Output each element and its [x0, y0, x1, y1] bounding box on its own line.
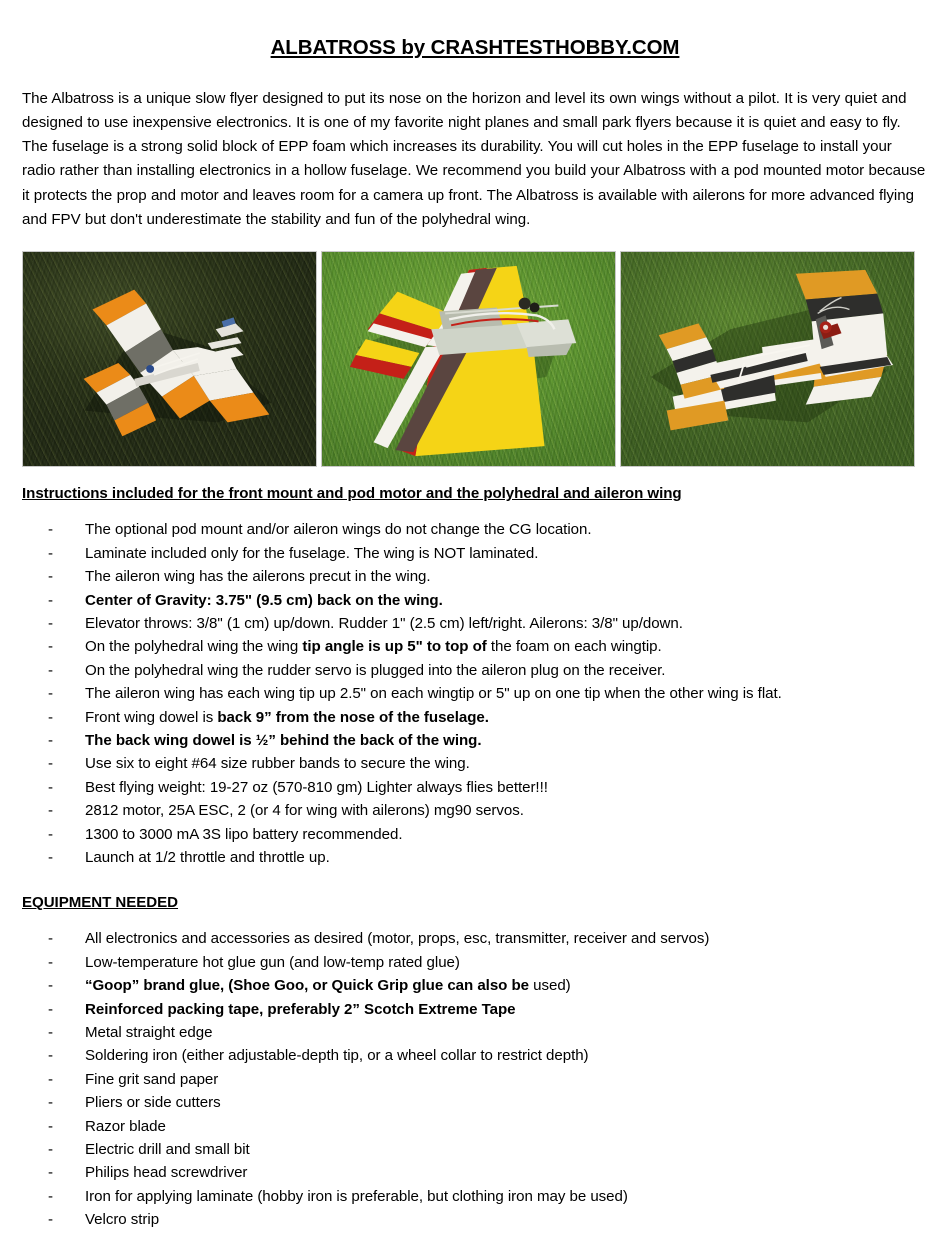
list-item-text-bold: Center of Gravity: 3.75" (9.5 cm) back on the wing.	[85, 591, 443, 609]
list-item-text: Pliers or side cutters	[85, 1094, 221, 1112]
list-item	[22, 951, 928, 974]
list-item-text: Electric drill and small bit	[85, 1141, 250, 1159]
airplane-illustration	[621, 252, 914, 466]
list-item	[22, 927, 928, 950]
list-item	[22, 1185, 928, 1208]
equipment-list	[22, 911, 928, 1231]
list-item-text: Philips head screwdriver	[85, 1164, 248, 1182]
list-item	[22, 1208, 928, 1231]
list-item-text: Laminate included only for the fuselage. The wing is NOT laminated.	[85, 544, 539, 562]
list-item-text-bold: The back wing dowel is ½” behind the back of the wing.	[85, 731, 482, 749]
list-item-text: All electronics and accessories as desired (motor, props, esc, transmitter, receiver and servos)	[85, 930, 710, 948]
list-item-text: Iron for applying laminate (hobby iron is preferable, but clothing iron may be used)	[85, 1187, 628, 1205]
list-item-text: Launch at 1/2 throttle and throttle up.	[85, 849, 330, 867]
instructions-list	[22, 502, 928, 869]
list-item-text: Soldering iron (either adjustable-depth tip, or a wheel collar to restrict depth)	[85, 1047, 589, 1065]
list-item-text: Razor blade	[85, 1117, 166, 1135]
list-item	[22, 823, 928, 846]
page-title: ALBATROSS by CRASHTESTHOBBY.COM	[270, 36, 680, 59]
list-item-text: Front wing dowel is	[85, 708, 218, 726]
list-item	[22, 1161, 928, 1184]
list-item-text-bold: “Goop” brand glue, (Shoe Goo, or Quick Grip glue can also be	[85, 977, 529, 995]
list-item	[22, 1044, 928, 1067]
list-item-text: On the polyhedral wing the wing	[85, 638, 303, 656]
list-item	[22, 589, 928, 612]
photo-albatross-white-orange-polyhedral	[22, 251, 317, 467]
list-item-text-bold: tip angle is up 5" to top of	[302, 638, 487, 656]
photo-albatross-yellow-red-rear-view	[321, 251, 616, 467]
list-item-text: Low-temperature hot glue gun (and low-temp rated glue)	[85, 953, 460, 971]
list-item-text: Elevator throws: 3/8" (1 cm) up/down. Rudder 1" (2.5 cm) left/right. Ailerons: 3/8" up/down.	[85, 614, 683, 632]
photo-albatross-pod-motor-orange-black	[620, 251, 915, 467]
list-item	[22, 846, 928, 869]
list-item-text: Metal straight edge	[85, 1024, 213, 1042]
list-item-text: Fine grit sand paper	[85, 1070, 219, 1088]
list-item	[22, 752, 928, 775]
list-item	[22, 729, 928, 752]
list-item-text: 1300 to 3000 mA 3S lipo battery recommended.	[85, 825, 403, 843]
airplane-illustration	[23, 252, 316, 466]
list-item-text: Best flying weight: 19-27 oz (570-810 gm) Lighter always flies better!!!	[85, 778, 548, 796]
list-item-text-bold: back 9” from the nose of the fuselage.	[217, 708, 489, 726]
intro-paragraph: The Albatross is a unique slow flyer designed to put its nose on the horizon and level its own wings without a pilot. It is very quiet and designed to use inexpensive electronics. It is one of my favorite night planes and small park flyers because it is quiet and easy to fly. The fuselage is a strong solid block of EPP foam which increases its durability. You will cut holes in the EPP fuselage to install your radio rather than installing electronics in a hollow fuselage. We recommend you build your Albatross with a pod mounted motor because it protects the prop and motor and leaves room for a camera up front. The Albatross is available with ailerons for more advanced flying and FPV but don't underestimate the stability and fun of the polyhedral wing.	[22, 89, 926, 229]
list-item-text: Use six to eight #64 size rubber bands to secure the wing.	[85, 755, 470, 773]
list-item	[22, 974, 928, 997]
list-item-text: used)	[529, 977, 571, 995]
list-item	[22, 1115, 928, 1138]
list-item	[22, 776, 928, 799]
list-item	[22, 542, 928, 565]
list-item	[22, 706, 928, 729]
list-item	[22, 635, 928, 658]
list-item	[22, 565, 928, 588]
list-item-text-bold: Reinforced packing tape, preferably 2” Scotch Extreme Tape	[85, 1000, 516, 1018]
list-item	[22, 1021, 928, 1044]
list-item	[22, 998, 928, 1021]
list-item-text: Velcro strip	[85, 1211, 160, 1229]
list-item	[22, 612, 928, 635]
section-heading-equipment: EQUIPMENT NEEDED	[22, 894, 179, 912]
section-heading-instructions: Instructions included for the front mount and pod motor and the polyhedral and aileron wing	[22, 485, 682, 503]
list-item-text: The optional pod mount and/or aileron wings do not change the CG location.	[85, 521, 592, 539]
list-item	[22, 1138, 928, 1161]
list-item	[22, 518, 928, 541]
list-item-text: The aileron wing has each wing tip up 2.5" on each wingtip or 5" up on one tip when the other wing is flat.	[85, 685, 782, 703]
list-item-text: The aileron wing has the ailerons precut in the wing.	[85, 568, 431, 586]
list-item	[22, 682, 928, 705]
list-item-text: 2812 motor, 25A ESC, 2 (or 4 for wing with ailerons) mg90 servos.	[85, 802, 524, 820]
airplane-illustration	[322, 252, 615, 466]
list-item	[22, 799, 928, 822]
list-item-text: the foam on each wingtip.	[486, 638, 662, 656]
list-item	[22, 659, 928, 682]
photo-strip	[22, 251, 928, 467]
list-item-text: On the polyhedral wing the rudder servo is plugged into the aileron plug on the receiver.	[85, 661, 666, 679]
list-item	[22, 1068, 928, 1091]
list-item	[22, 1091, 928, 1114]
